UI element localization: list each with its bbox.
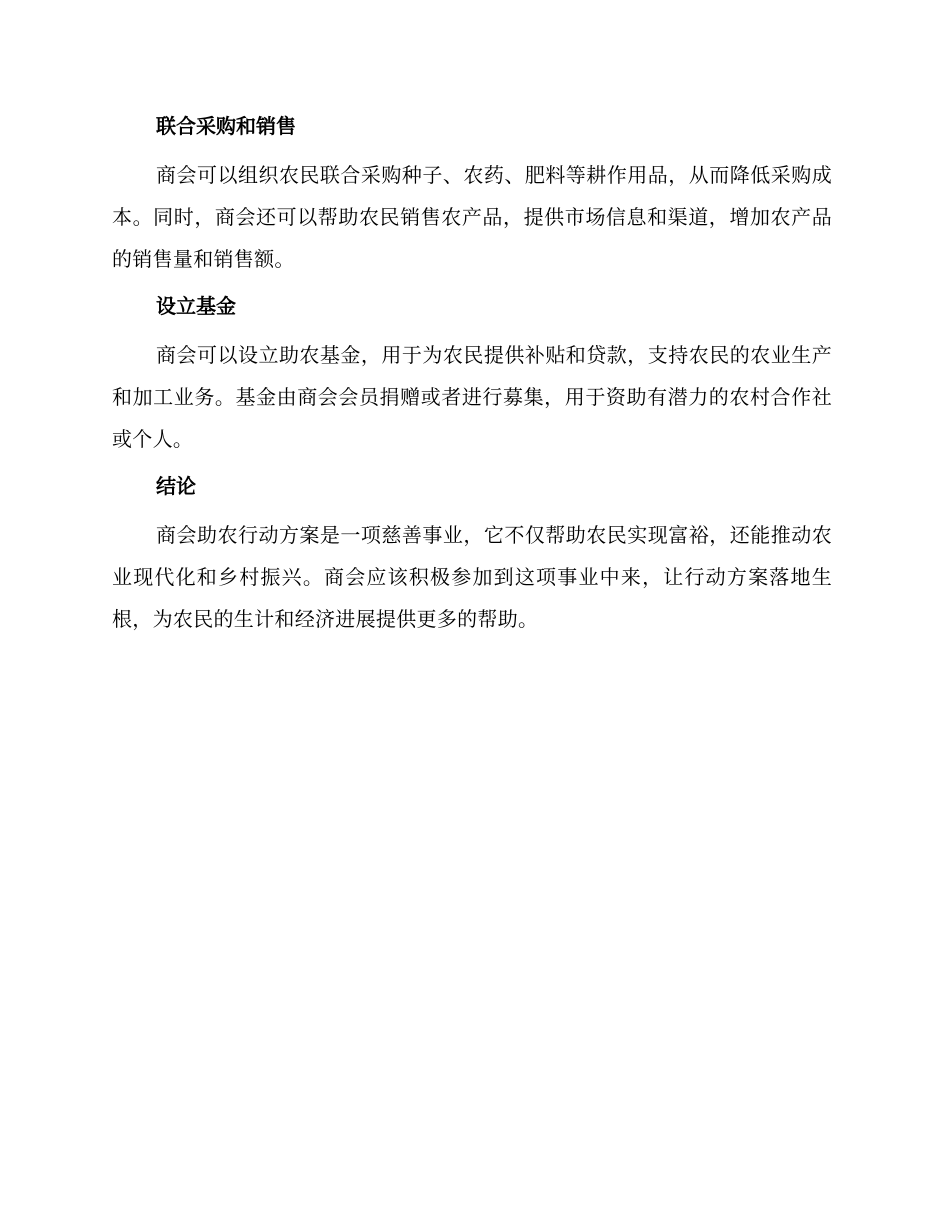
section-body-joint-purchase: 商会可以组织农民联合采购种子、农药、肥料等耕作用品，从而降低采购成本。同时，商会还可以帮助农民销售农产品，提供市场信息和渠道，增加农产品的销售量和销售额。: [112, 163, 832, 271]
document-content: [112, 110, 832, 650]
section-heading-fund: 设立基金: [156, 294, 236, 318]
section-heading-conclusion: 结论: [156, 474, 196, 498]
section-heading-joint-purchase: 联合采购和销售: [156, 114, 296, 138]
section-body-conclusion: 商会助农行动方案是一项慈善事业，它不仅帮助农民实现富裕，还能推动农业现代化和乡村振兴。商会应该积极参加到这项事业中来，让行动方案落地生根，为农民的生计和经济进展提供更多的帮助。: [112, 523, 832, 631]
section-body-fund: 商会可以设立助农基金，用于为农民提供补贴和贷款，支持农民的农业生产和加工业务。基金由商会会员捐赠或者进行募集，用于资助有潜力的农村合作社或个人。: [112, 343, 832, 451]
